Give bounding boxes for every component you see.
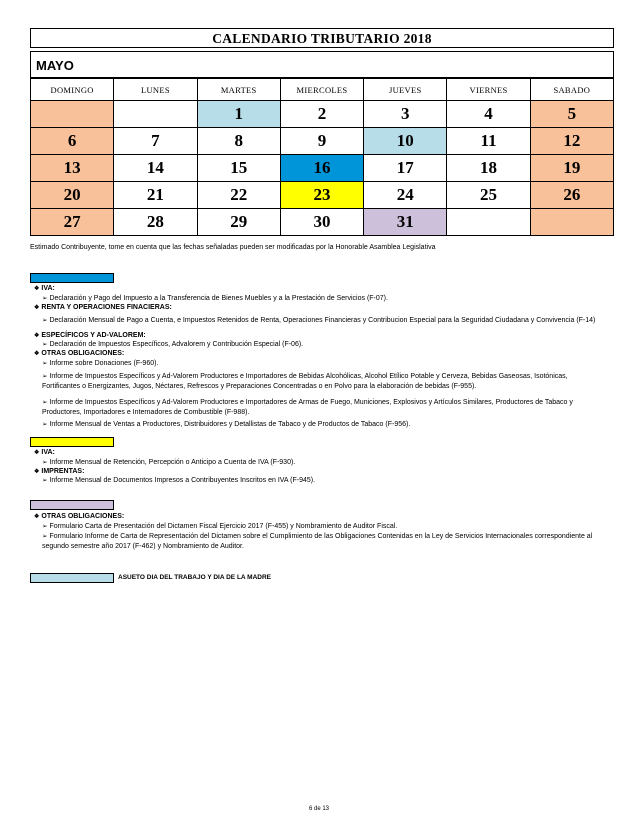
day-cell: 23 [280, 182, 363, 209]
obligation-item-continuation: Productores, Importadores e Internadores de Combustible (F-988). [42, 409, 250, 416]
obligation-item-continuation: segundo semestre año 2017 (F-462) y Nombramiento de Auditor. [42, 543, 244, 550]
day-cell: 9 [280, 128, 363, 155]
blue-legend-swatch [30, 273, 114, 283]
weekday-header-row [31, 79, 614, 101]
day-cell: 16 [280, 155, 363, 182]
arrow-bullet-icon: ➢ [42, 459, 48, 466]
day-cell: 21 [114, 182, 197, 209]
section-heading: ❖ OTRAS OBLIGACIONES: [34, 513, 125, 520]
day-cell: 7 [114, 128, 197, 155]
page-number: 6 de 13 [308, 806, 330, 812]
section-heading: ❖ OTRAS OBLIGACIONES: [34, 350, 125, 357]
weekday-monday: LUNES [114, 79, 197, 101]
obligation-item: ➢ Informe de Impuestos Específicos y Ad-Valorem Productores e Importadores de Armas de Fuego, Municiones, Explosivos y Artículos Similares, Productores de Tabaco y [42, 399, 573, 406]
section-heading: ❖ IVA: [34, 285, 55, 292]
day-cell: 3 [364, 101, 447, 128]
obligation-item: ➢ Declaración Mensual de Pago a Cuenta, e Impuestos Retenidos de Renta, Operaciones Financieras y Contribucion Especial para la Seguridad Ciudadana y Convivencia (F-14) [42, 317, 596, 324]
calendar-title: CALENDARIO TRIBUTARIO 2018 [30, 28, 614, 48]
diamond-bullet-icon: ❖ [34, 333, 40, 339]
weekday-tuesday: MARTES [197, 79, 280, 101]
day-cell: 27 [31, 209, 114, 236]
diamond-bullet-icon: ❖ [34, 469, 40, 475]
day-cell: 24 [364, 182, 447, 209]
day-cell [447, 209, 530, 236]
arrow-bullet-icon: ➢ [42, 533, 48, 540]
day-cell: 13 [31, 155, 114, 182]
arrow-bullet-icon: ➢ [42, 399, 48, 406]
day-cell: 18 [447, 155, 530, 182]
diamond-bullet-icon: ❖ [34, 286, 40, 292]
obligation-item-continuation: Fortificantes o Energizantes, Jugos, Néctares, Refrescos y Preparaciones Concentradas o en Polvo para la elaboración de bebidas (F-955). [42, 383, 477, 390]
obligation-item: ➢ Informe sobre Donaciones (F-960). [42, 360, 159, 367]
week-row [31, 155, 614, 182]
obligation-item: ➢ Informe Mensual de Retención, Percepción o Anticipo a Cuenta de IVA (F-930). [42, 459, 296, 466]
yellow-legend-swatch [30, 437, 114, 447]
obligation-item: ➢ Informe de Impuestos Específicos y Ad-Valorem Productores e Importadores de Bebidas Alcohólicas, Alcohol Etílico Potable y Cerveza, Bebidas Gaseosas, Isotónicas, [42, 373, 568, 380]
arrow-bullet-icon: ➢ [42, 360, 48, 367]
day-cell: 19 [530, 155, 613, 182]
arrow-bullet-icon: ➢ [42, 295, 48, 302]
weekday-thursday: JUEVES [364, 79, 447, 101]
obligation-item: ➢ Informe Mensual de Ventas a Productores, Distribuidores y Detallistas de Tabaco y de Productos de Tabaco (F-956). [42, 421, 411, 428]
day-cell: 11 [447, 128, 530, 155]
day-cell [114, 101, 197, 128]
disclaimer-note: Estimado Contribuyente, tome en cuenta que las fechas señaladas pueden ser modificadas por la Honorable Asamblea Legislativa [30, 244, 436, 251]
obligation-item: ➢ Formulario Informe de Carta de Representación del Dictamen sobre el Cumplimiento de las Obligaciones Contenidas en la Ley de Servicios Internacionales correspondiente al [42, 533, 593, 540]
holiday-legend-label: ASUETO DIA DEL TRABAJO Y DIA DE LA MADRE [118, 574, 272, 581]
week-row [31, 209, 614, 236]
day-cell: 1 [197, 101, 280, 128]
day-cell: 2 [280, 101, 363, 128]
purple-legend-swatch [30, 500, 114, 510]
obligation-item: ➢ Informe Mensual de Documentos Impresos a Contribuyentes Inscritos en IVA (F-945). [42, 477, 316, 484]
day-cell: 4 [447, 101, 530, 128]
obligation-item: ➢ Formulario Carta de Presentación del Dictamen Fiscal Ejercicio 2017 (F-455) y Nombramiento de Auditor Fiscal. [42, 523, 398, 530]
arrow-bullet-icon: ➢ [42, 523, 48, 530]
arrow-bullet-icon: ➢ [42, 477, 48, 484]
day-cell [530, 209, 613, 236]
week-row [31, 182, 614, 209]
diamond-bullet-icon: ❖ [34, 450, 40, 456]
section-heading: ❖ IMPRENTAS: [34, 468, 85, 475]
day-cell: 29 [197, 209, 280, 236]
day-cell: 15 [197, 155, 280, 182]
day-cell: 14 [114, 155, 197, 182]
day-cell: 12 [530, 128, 613, 155]
diamond-bullet-icon: ❖ [34, 514, 40, 520]
diamond-bullet-icon: ❖ [34, 351, 40, 357]
section-heading: ❖ ESPECÍFICOS Y AD-VALOREM: [34, 332, 146, 339]
day-cell: 30 [280, 209, 363, 236]
day-cell: 20 [31, 182, 114, 209]
day-cell: 26 [530, 182, 613, 209]
holiday-legend-swatch [30, 573, 114, 583]
section-heading: ❖ RENTA Y OPERACIONES FINACIERAS: [34, 304, 172, 311]
obligation-item: ➢ Declaración de Impuestos Específicos, Advalorem y Contribución Especial (F-06). [42, 341, 304, 348]
day-cell: 8 [197, 128, 280, 155]
arrow-bullet-icon: ➢ [42, 421, 48, 428]
week-row [31, 128, 614, 155]
day-cell [31, 101, 114, 128]
weekday-sunday: DOMINGO [31, 79, 114, 101]
week-row [31, 101, 614, 128]
arrow-bullet-icon: ➢ [42, 341, 48, 348]
calendar-grid [30, 78, 614, 236]
weekday-wednesday: MIERCOLES [280, 79, 363, 101]
day-cell: 28 [114, 209, 197, 236]
weekday-saturday: SABADO [530, 79, 613, 101]
day-cell: 31 [364, 209, 447, 236]
month-label: MAYO [30, 51, 614, 78]
section-heading: ❖ IVA: [34, 449, 55, 456]
day-cell: 6 [31, 128, 114, 155]
day-cell: 22 [197, 182, 280, 209]
arrow-bullet-icon: ➢ [42, 317, 48, 324]
day-cell: 5 [530, 101, 613, 128]
day-cell: 10 [364, 128, 447, 155]
day-cell: 25 [447, 182, 530, 209]
day-cell: 17 [364, 155, 447, 182]
obligation-item: ➢ Declaración y Pago del Impuesto a la Transferencia de Bienes Muebles y a la Prestación de Servicios (F-07). [42, 295, 388, 302]
arrow-bullet-icon: ➢ [42, 373, 48, 380]
diamond-bullet-icon: ❖ [34, 305, 40, 311]
weekday-friday: VIERNES [447, 79, 530, 101]
